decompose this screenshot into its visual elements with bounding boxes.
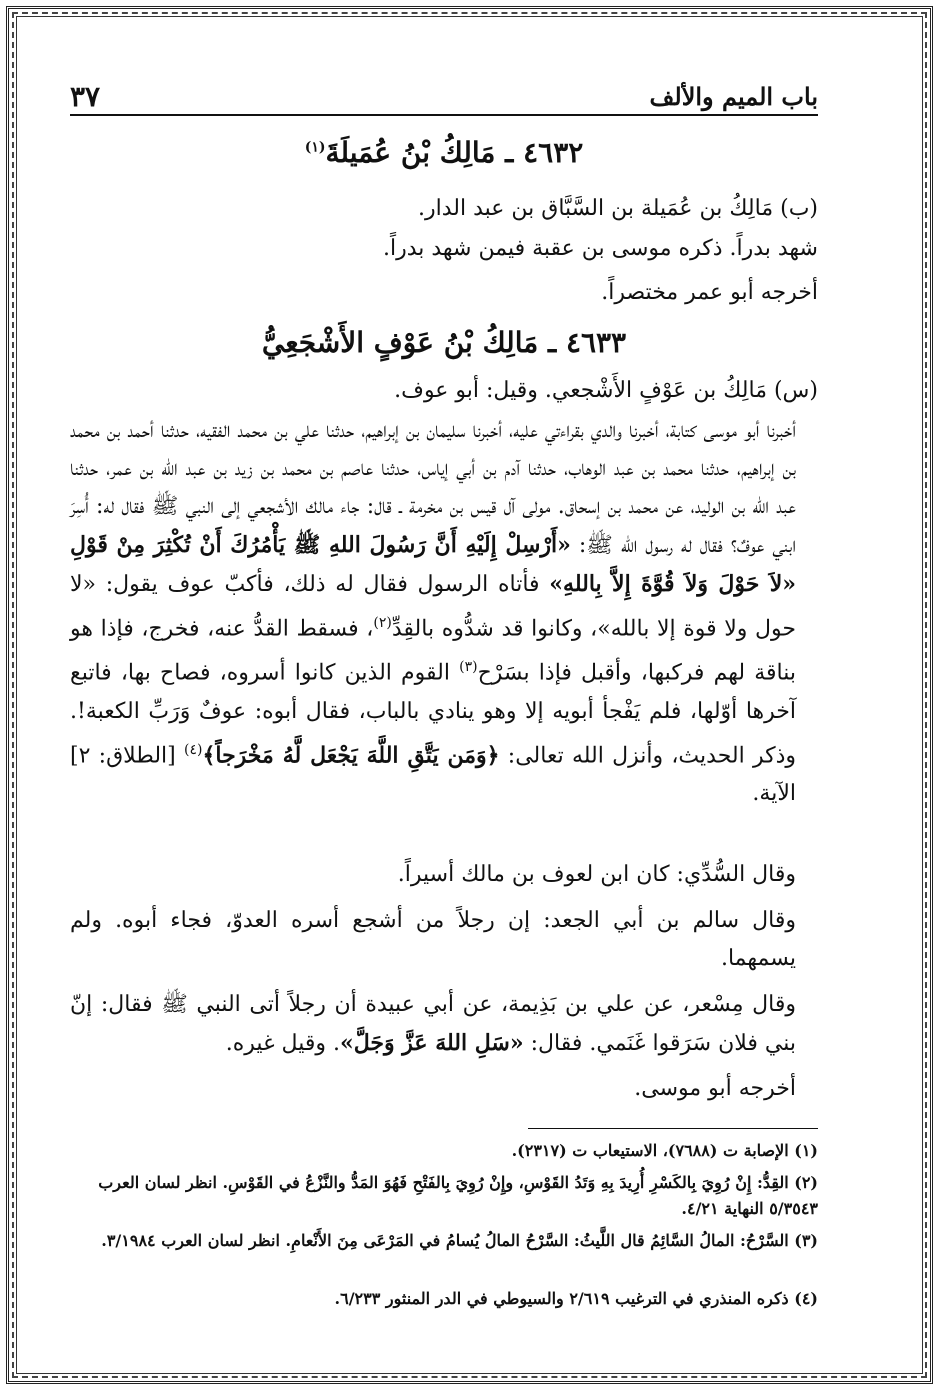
isnad-text: أخبرنا أبو موسى كتابة، أخبرنا والدي بقراءتي عليه، أخبرنا سليمان بن إبراهيم، حدثنا علي بن محمد الفقيه، حدثنا أحمد بن محمد بن إبراهيم، حدثنا محمد بن عبد الوهاب، حدثنا آدم بن أبي إياس، حدثنا عاصم بن محمد بن زيد بن عبد الله بن عمر، حدثنا عبد الله بن الوليد، عن محمد بن إسحاق. مولى آل قيس بن مخرمة ـ قال: جاء مالك الأشجعي إلى النبي ﷺ فقال له: أُسِرَ ابني عوفٌ؟ فقال له رسول الله ﷺ: — [70, 418, 796, 558]
entry-4633-suddi: وقال السُّدِّي: كان ابن لعوف بن مالك أسيراً. — [397, 862, 796, 887]
entry-4632-line-2: شهد بدراً. ذكره موسى بن عقبة فيمن شهد بدراً. — [382, 236, 818, 261]
page-number: ٣٧ — [70, 80, 101, 113]
footnote-3: (٣) السَّرْحُ: المالُ السَّائِمُ قال اللَّيثُ: السَّرْحُ المالُ يُسامُ في المَرْعَى مِنَ الأَنْعامِ. انظر لسان العرب ٣/١٩٨٤. — [101, 1231, 818, 1250]
entry-4632-line-1: (ب) مَالِكُ بن عُمَيلة بن السَّبَّاق بن عبد الدار. — [418, 196, 818, 221]
entry-4633-misar: وقال مِسْعر، عن علي بن بَذِيمة، عن أبي عبيدة أن رجلاً أتى النبي ﷺ فقال: إنّ بني فلان سَرَقوا غَنَمي. فقال: «سَلِ اللهَ عَزَّ وَجَلَّ». وقيل غيره. — [70, 992, 796, 1056]
footnote-ref: (٤) — [184, 741, 203, 758]
footnote-separator — [528, 1128, 818, 1129]
narrative-text: القوم الذين كانوا أسروه، فصاح بها، فاتبع آخرها أوّلها، فلم يَفْجأ أبويه إلا وهو ينادي بالباب، فقال أبوه: عوفٌ وَرَبِّ الكعبة!. وذكر الحديث، وأنزل الله تعالى: — [70, 660, 797, 768]
verse-reference: [الطلاق: ٢] الآية. — [70, 742, 796, 806]
entry-4633-salim: وقال سالم بن أبي الجعد: إن رجلاً من أشجع أسره العدوّ، فجاء أبوه. ولم يسمهما. — [70, 908, 796, 971]
chapter-title: باب الميم والألف — [649, 82, 818, 111]
footnote-2: (٢) القِدُّ: إِنْ رُوِيَ بِالكَسْرِ أُرِيدَ بِهِ وَتَدُ القَوْسِ، وإِنْ رُوِيَ بِالفَتْحِ فَهُوَ المَدُّ والنَّزْعُ في القَوْسِ. انظر لسان العرب ٥/٣٥٤٣ النهاية ٤/٢١. — [98, 1173, 818, 1218]
entry-title-4632: ٤٦٣٢ ـ مَالِكُ بْنُ عُمَيلَةَ$^{(١)}$ — [304, 136, 584, 169]
entry-4633-source: أخرجه أبو موسى. — [634, 1076, 796, 1101]
entry-4633-hadith — [70, 412, 818, 813]
entry-4632-line-3: أخرجه أبو عمر مختصراً. — [601, 280, 818, 305]
footnote-ref: (١) — [304, 139, 326, 156]
prophetic-quote: «سَلِ اللهَ عَزَّ وَجَلَّ» — [340, 1030, 524, 1056]
quran-verse: ﴿وَمَن يَتَّقِ اللَّهَ يَجْعَل لَّهُ مَخْرَجاً﴾ — [202, 741, 500, 768]
footnote-4: (٤) ذكره المنذري في الترغيب ٢/٦١٩ والسيوطي في الدر المنثور ٦/٢٣٣. — [334, 1289, 818, 1308]
book-page — [70, 80, 818, 1340]
footnote-1: (١) الإصابة ت (٧٦٨٨)، الاستيعاب ت (٢٣١٧). — [511, 1141, 818, 1160]
narrative-text: فأتاه الرسول فقال له ذلك، فأكبّ عوف يقول: «لا حول ولا قوة إلا بالله»، وكانوا قد شدُّوه بالقِدِّ — [70, 572, 797, 642]
narrative-text: ، فسقط القدُّ عنه، فخرج، فإذا هو بناقة لهم فركبها، وأقبل فإذا بسَرْح — [70, 616, 796, 686]
running-header — [70, 80, 818, 116]
footnote-ref: (٢) — [373, 615, 392, 631]
entry-4633-intro: (س) مَالِكُ بن عَوْفٍ الأَشْجعي. وقيل: أبو عوف. — [394, 378, 818, 403]
footnote-ref: (٣) — [459, 659, 478, 676]
prophetic-quote: «أَرْسِلْ إِلَيْهِ أَنَّ رَسُولَ اللهِ ﷺ يَأْمُرُكَ أَنْ تُكْثِرَ مِنْ قَوْلِ «لاَ حَوْلَ وَلاَ قُوَّةَ إِلاَّ بِاللهِ» — [70, 532, 797, 597]
entry-title-4633: ٤٦٣٣ ـ مَالِكُ بْنُ عَوْفٍ الأَشْجَعِيُّ — [261, 326, 627, 359]
